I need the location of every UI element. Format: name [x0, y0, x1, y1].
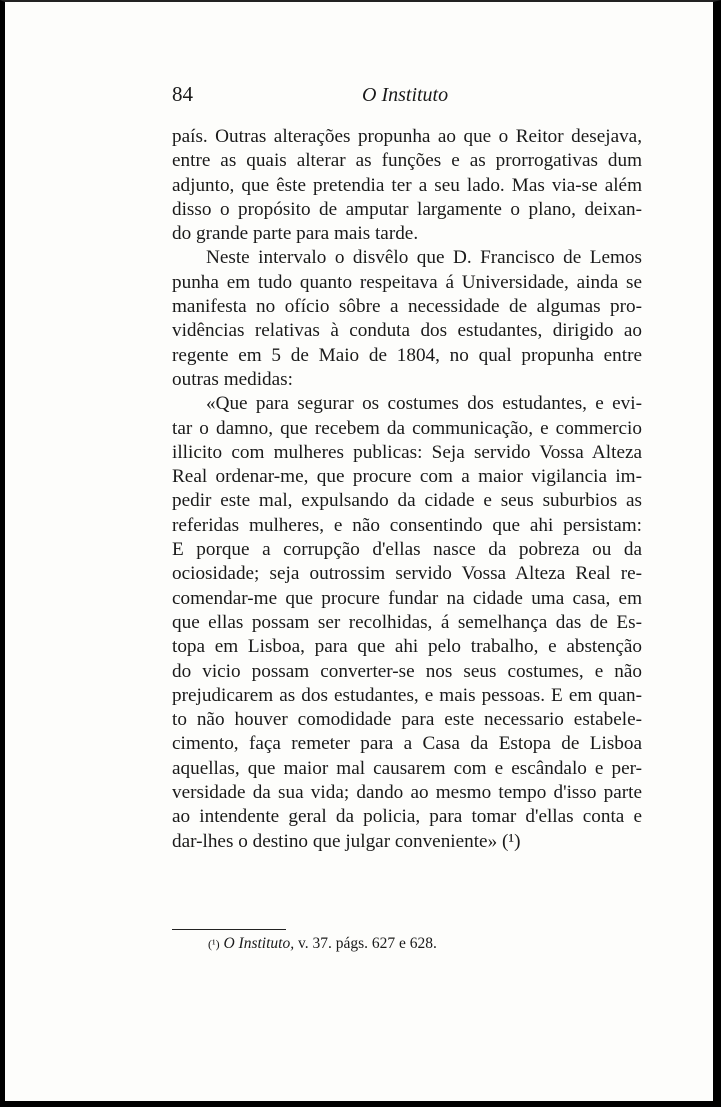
text-line: prejudicarem as dos estudantes, e mais pessoas. E em quan-	[172, 684, 642, 706]
text-line: to não houver comodidade para este necessario estabele-	[172, 709, 642, 731]
text-line: vidências relativas à conduta dos estudantes, dirigido ao	[172, 320, 642, 342]
text-line: topa em Lisboa, para que ahi pelo trabalho, e abstenção	[172, 636, 642, 658]
page-header	[172, 82, 644, 112]
running-title: O Instituto	[362, 84, 449, 106]
text-line: outras medidas:	[172, 368, 293, 390]
text-line: que ellas possam ser recolhidas, á semelhança das de Es-	[172, 611, 642, 633]
text-line: tar o damno, que recebem da communicação, e commercio	[172, 417, 642, 439]
text-line: punha em tudo quanto respeitava á Universidade, ainda se	[172, 271, 642, 293]
footnote-marker: (¹)	[208, 937, 220, 951]
text-line: ociosidade; seja outrossim servido Vossa Alteza Real re-	[172, 563, 642, 585]
text-line: entre as quais alterar as funções e as prorrogativas dum	[172, 150, 642, 172]
text-line: illicito com mulheres publicas: Seja servido Vossa Alteza	[172, 441, 642, 463]
text-line: Neste intervalo o disvêlo que D. Francisco de Lemos	[206, 247, 642, 269]
footnote-rule	[172, 929, 286, 930]
footnote	[208, 935, 437, 953]
body-text	[172, 125, 642, 854]
text-line: aquellas, que maior mal causarem com e escândalo e per-	[172, 757, 642, 779]
text-line: versidade da sua vida; dando ao mesmo tempo d'isso parte	[172, 782, 642, 804]
text-line: referidas mulheres, e não consentindo que ahi persistam:	[172, 514, 642, 536]
text-line: dar-lhes o destino que julgar conveniente» (¹)	[172, 830, 521, 852]
text-line: regente em 5 de Maio de 1804, no qual propunha entre	[172, 344, 642, 366]
text-line: disso o propósito de amputar largamente o plano, deixan-	[172, 198, 642, 220]
text-line: adjunto, que êste pretendia ter a seu lado. Mas via-se além	[172, 174, 642, 196]
text-line: manifesta no ofício sôbre a necessidade de algumas pro-	[172, 296, 642, 318]
text-line: cimento, faça remeter para a Casa da Estopa de Lisboa	[172, 733, 642, 755]
quoted-letter	[172, 392, 642, 854]
text-line: pedir este mal, expulsando da cidade e seus suburbios as	[172, 490, 642, 512]
text-line: do vicio possam converter-se nos seus costumes, e não	[172, 660, 642, 682]
text-line: E porque a corrupção d'ellas nasce da pobreza ou da	[172, 539, 642, 561]
text-line: comendar-me que procure fundar na cidade uma casa, em	[172, 587, 642, 609]
text-line: do grande parte para mais tarde.	[172, 223, 419, 245]
footnote-source-title: O Instituto,	[223, 935, 295, 952]
text-line: «Que para segurar os costumes dos estudantes, e evi-	[206, 393, 642, 415]
text-line: ao intendente geral da policia, para tomar d'ellas conta e	[172, 806, 642, 828]
page-number: 84	[172, 82, 193, 106]
paragraph-1	[172, 125, 642, 246]
footnote-reference: v. 37. págs. 627 e 628.	[297, 935, 437, 952]
text-line: Real ordenar-me, que procure com a maior vigilancia im-	[172, 466, 642, 488]
paragraph-2	[172, 246, 642, 392]
text-line: país. Outras alterações propunha ao que o Reitor desejava,	[172, 126, 642, 147]
